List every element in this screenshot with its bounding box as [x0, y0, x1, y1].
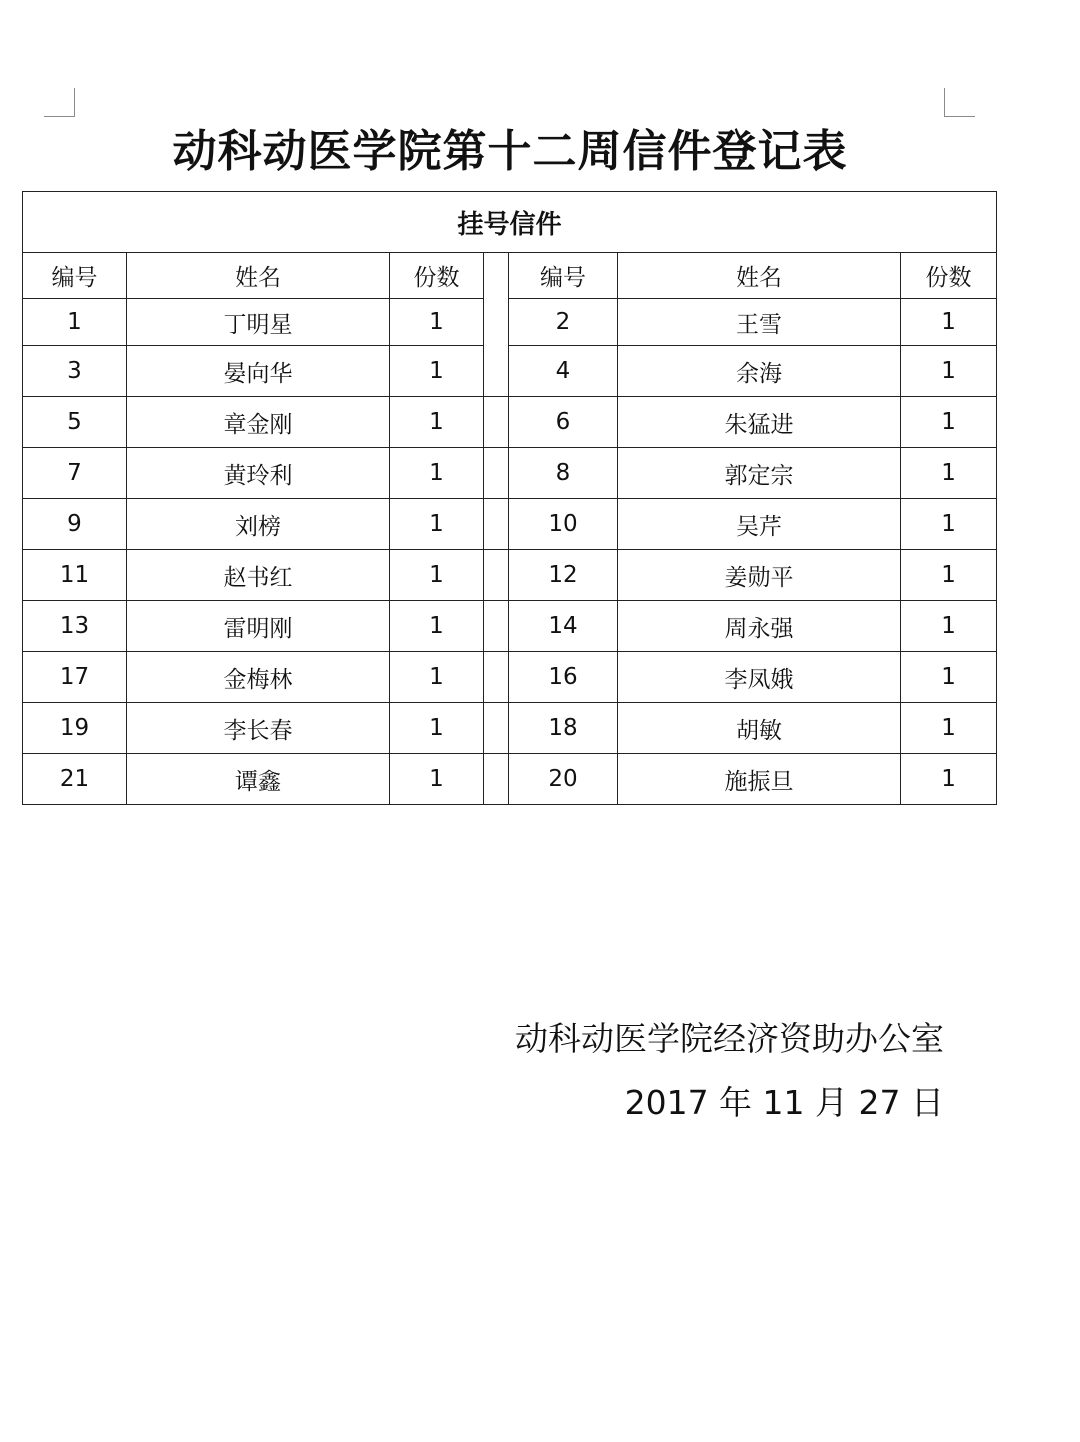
row-count: 1 — [901, 601, 997, 652]
column-header-name: 姓名 — [127, 253, 390, 299]
row-number: 5 — [23, 397, 127, 448]
letter-register-table — [22, 191, 997, 805]
row-count: 1 — [390, 448, 484, 499]
row-number: 17 — [23, 652, 127, 703]
column-header-row — [23, 253, 997, 299]
row-count: 1 — [390, 652, 484, 703]
row-number: 9 — [23, 499, 127, 550]
column-gap-spacer — [484, 397, 509, 448]
row-name: 胡敏 — [618, 703, 901, 754]
row-name: 赵书红 — [127, 550, 390, 601]
row-name: 姜勋平 — [618, 550, 901, 601]
page-corner-mark-top-left — [44, 88, 75, 117]
row-name: 周永强 — [618, 601, 901, 652]
row-number: 19 — [23, 703, 127, 754]
row-number: 3 — [23, 346, 127, 397]
row-name: 刘榜 — [127, 499, 390, 550]
row-name: 李凤娥 — [618, 652, 901, 703]
row-count: 1 — [901, 448, 997, 499]
table-row — [23, 652, 997, 703]
row-name: 朱猛进 — [618, 397, 901, 448]
row-name: 李长春 — [127, 703, 390, 754]
row-number: 7 — [23, 448, 127, 499]
column-header-number: 编号 — [509, 253, 618, 299]
row-number: 13 — [23, 601, 127, 652]
row-number: 4 — [509, 346, 618, 397]
row-number: 6 — [509, 397, 618, 448]
row-name: 雷明刚 — [127, 601, 390, 652]
row-count: 1 — [901, 299, 997, 346]
row-name: 丁明星 — [127, 299, 390, 346]
table-row — [23, 448, 997, 499]
row-count: 1 — [901, 397, 997, 448]
table-row — [23, 754, 997, 805]
row-name: 晏向华 — [127, 346, 390, 397]
row-count: 1 — [390, 703, 484, 754]
row-count: 1 — [901, 499, 997, 550]
column-gap-spacer — [484, 652, 509, 703]
column-gap-spacer — [484, 601, 509, 652]
column-gap-spacer — [484, 499, 509, 550]
row-name: 章金刚 — [127, 397, 390, 448]
row-count: 1 — [901, 550, 997, 601]
row-number: 14 — [509, 601, 618, 652]
table-row — [23, 499, 997, 550]
column-gap-spacer — [484, 754, 509, 805]
row-number: 16 — [509, 652, 618, 703]
table-row — [23, 397, 997, 448]
row-name: 金梅林 — [127, 652, 390, 703]
row-count: 1 — [901, 346, 997, 397]
row-name: 黄玲利 — [127, 448, 390, 499]
row-number: 2 — [509, 299, 618, 346]
column-header-count: 份数 — [901, 253, 997, 299]
page-corner-mark-top-right — [944, 88, 975, 117]
row-number: 1 — [23, 299, 127, 346]
row-count: 1 — [390, 397, 484, 448]
row-name: 王雪 — [618, 299, 901, 346]
document-title: 动科动医学院第十二周信件登记表 — [172, 126, 848, 177]
row-count: 1 — [390, 601, 484, 652]
row-name: 郭定宗 — [618, 448, 901, 499]
section-header-row — [23, 192, 997, 253]
row-name: 余海 — [618, 346, 901, 397]
table-row — [23, 299, 997, 346]
table-row — [23, 703, 997, 754]
column-gap-spacer — [484, 703, 509, 754]
column-header-number: 编号 — [23, 253, 127, 299]
row-count: 1 — [390, 346, 484, 397]
row-number: 12 — [509, 550, 618, 601]
row-number: 20 — [509, 754, 618, 805]
row-name: 谭鑫 — [127, 754, 390, 805]
row-number: 8 — [509, 448, 618, 499]
row-number: 18 — [509, 703, 618, 754]
row-number: 21 — [23, 754, 127, 805]
table-row — [23, 346, 997, 397]
row-count: 1 — [390, 550, 484, 601]
column-gap-spacer — [484, 253, 509, 397]
issue-date: 2017 年 11 月 27 日 — [624, 1083, 944, 1122]
row-count: 1 — [390, 754, 484, 805]
row-count: 1 — [901, 754, 997, 805]
column-gap-spacer — [484, 448, 509, 499]
row-name: 吴芹 — [618, 499, 901, 550]
column-header-count: 份数 — [390, 253, 484, 299]
row-number: 10 — [509, 499, 618, 550]
column-header-name: 姓名 — [618, 253, 901, 299]
table-row — [23, 601, 997, 652]
row-count: 1 — [390, 299, 484, 346]
row-count: 1 — [901, 652, 997, 703]
issuing-office: 动科动医学院经济资助办公室 — [515, 1019, 944, 1058]
row-number: 11 — [23, 550, 127, 601]
section-title: 挂号信件 — [23, 192, 997, 253]
table-row — [23, 550, 997, 601]
row-count: 1 — [390, 499, 484, 550]
row-count: 1 — [901, 703, 997, 754]
row-name: 施振旦 — [618, 754, 901, 805]
column-gap-spacer — [484, 550, 509, 601]
